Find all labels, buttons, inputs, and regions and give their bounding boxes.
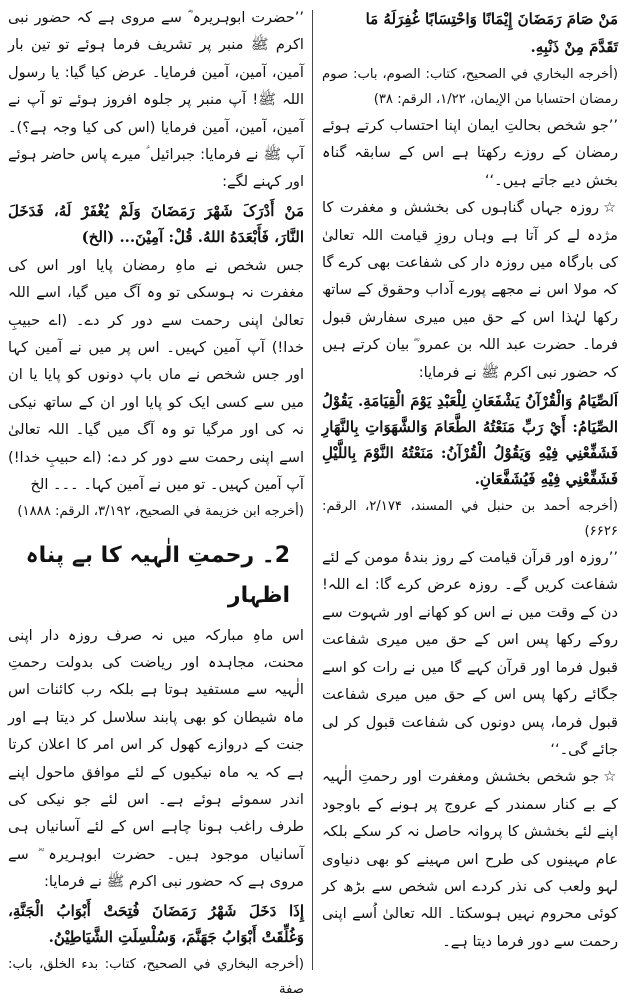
reference-1: (أخرجه البخاري في الصحيح، كتاب: الصوم، باب: صوم رمضان احتسابا من الإيمان، ۱/۲۲، الرقم: ۳۸) <box>322 67 618 107</box>
paragraph-intercession <box>322 194 618 386</box>
paragraph-mercy <box>322 763 618 955</box>
reference-2: (أخرجه أحمد بن حنبل في المسند، ۲/۱۷۴، الرقم: ۶۶۲۶) <box>322 499 618 540</box>
translation-2: ’’روزہ اور قرآن قیامت کے روز بندۂ مومن کے لئے شفاعت کریں گے۔ روزہ عرض کرے گا: اے اللہ! دن کے وقت میں نے اس کو کھانے اور شہوت سے روکے رکھا پس اس کے حق میں میری شفاعت قبول فرما اور قرآن کہے گا میں نے رات کو اسے جگائے رکھا پس اس کے حق میں میری شفاعت قبول فرما، پس دونوں کی شفاعت قبول کر لی جائے گی۔‘‘ <box>322 549 618 758</box>
left-column <box>8 4 304 1002</box>
arabic-hadith-1-line-1: مَنْ صَامَ رَمَضَانَ إِيْمَانًا وَاحْتِسَابًا غُفِرَلَهُ مَا <box>365 10 618 28</box>
section-heading: 2۔ رحمتِ الٰہیہ کا بے پناہ اظہار <box>25 542 290 608</box>
paragraph-abu-huraira: ’’حضرت ابوہریرہ ؓ سے مروی ہے کہ حضور نبی اکرم ﷺ منبر پر تشریف فرما ہوئے تو تین بار آمین، آمین، آمین فرمایا۔ عرض کیا گیا: یا رسول اللہ ﷺ! آپ منبر پر جلوہ افروز ہوئے تو آپ نے آمین، آمین، آمین فرمایا (اس کی کیا وجہ ہے؟)۔ آپ ﷺ نے فرمایا: جبرائیل ؑ میرے پاس حاضر ہوئے اور کہنے لگے: <box>8 9 304 191</box>
arabic-hadith-3: مَنْ أَدْرَکَ شَهْرَ رَمَضَانَ وَلَمْ يُغْفَرْ لَهُ، فَدَخَلَ النَّارَ، فَأَبْعَدَهُ اللهُ. قُلْ: آمِيْنَ... (الخ) <box>8 201 304 246</box>
star-icon: ☆ <box>603 199 618 217</box>
paragraph-mercy-text: جو شخص بخشش ومغفرت اور رحمتِ الٰہیہ کے بے کنار سمندر کے عروج پر ہونے کے باوجود اپنے لئے بخشش کا پروانہ حاصل نہ کر سکے بلکہ عام مہینوں کی طرح اس مہینے کو بھی دنیاوی لہو ولعب کی نذر کردے اس شخص سے بڑھ کر کوئی محروم نہیں ہوسکتا۔ اللہ تعالیٰ اُسے اپنی رحمت سے دور فرما دیتا ہے۔ <box>322 768 618 950</box>
arabic-hadith-2: اَلصِّيَامُ وَالْقُرْآنُ يَشْفَعَانِ لِلْعَبْدِ يَوْمَ الْقِيَامَةِ. يَقُوْلُ الصِّيَامُ: أَيْ رَبِّ مَنَعْتُهُ الطَّعَامَ وَالشَّهَوَاتِ بِالنَّهَارِ فَشَفِّعْنِي فِيْهِ وَيَقُوْلُ الْقُرْآنُ: مَنَعْتُهُ النَّوْمَ بِاللَّيْلِ فَشَفِّعْنِي فِيْهِ فَيُشَفَّعَانِ. <box>322 392 618 489</box>
paragraph-ramadan: اس ماہِ مبارکہ میں نہ صرف روزہ دار اپنی محنت، مجاہدہ اور ریاضت کی بدولت رحمتِ الٰہیہ سے مستفید ہوتا ہے بلکہ رب کائنات اس ماہ شیطان کو بھی پابند سلاسل کر دیتا ہے اور جنت کے دروازے کھول کر اس امر کا اعلان کرتا ہے کہ یہ ماہ نیکیوں کے لئے موافق ماحول اپنے اندر سموئے ہوئے ہے۔ اس لئے جو نیکی کی طرف راغب ہونا چاہے اس کے لئے آسانیاں ہی آسانیاں موجود ہیں۔ حضرت ابوہریرہ ؓ سے مروی ہے کہ حضور نبی اکرم ﷺ نے فرمایا: <box>8 626 304 891</box>
star-icon: ☆ <box>603 768 618 786</box>
arabic-hadith-1-line-2: تَقَدَّمَ مِنْ ذَنْبِهِ. <box>530 38 618 56</box>
paragraph-intercession-text: روزہ جہاں گناہوں کی بخشش و مغفرت کا مژدہ لے کر آتا ہے وہاں روزِ قیامت اللہ تعالیٰ کی بارگاہ میں روزہ دار کی شفاعت بھی کرے گا کہ مولا اس نے مجھے پورے آداب وحقوق کے ساتھ رکھا لہٰذا اس کے حق میں میری سفارش قبول فرما۔ حضرت عبد اللہ بن عمرو ؓ بیان کرتے ہیں کہ حضور نبی اکرم ﷺ نے فرمایا: <box>322 199 618 381</box>
right-column <box>322 4 618 955</box>
reference-3: (أخرجه ابن خزيمة في الصحيح، ۳/۱۹۲، الرقم: ۱۸۸۸) <box>17 503 304 519</box>
translation-3: جس شخص نے ماہِ رمضان پایا اور اس کی مغفرت نہ ہوسکی تو وہ آگ میں گیا، اسے اللہ تعالیٰ اپنی رحمت سے دور کر دے۔ (اے حبیبِ خدا!) آپ آمین کہیں۔ اس پر میں نے آمین کہا اور جس شخص نے ماں باپ دونوں کو پایا یا ان میں سے کسی ایک کو پایا اور ان کے ساتھ نیکی نہ کی اور مرگیا تو وہ آگ میں گیا۔ اللہ تعالیٰ اسے اپنی رحمت سے دور کر دے: (اے حبیبِ خدا!) آپ آمین کہیں۔ تو میں نے آمین کہا۔ ۔۔۔ الخ <box>8 256 304 494</box>
column-divider <box>312 10 313 970</box>
translation-1: ’’جو شخص بحالتِ ایمان اپنا احتساب کرتے ہوئے رمضان کے روزے رکھتا ہے اس کے سابقہ گناہ بخش دیے جاتے ہیں۔‘‘ <box>322 117 618 189</box>
arabic-hadith-4: إِذَا دَخَلَ شَهْرُ رَمَضَانَ فُتِحَتْ أَبْوَابُ الْجَنَّةِ، وَغُلِّقَتْ أَبْوَابُ جَهَنَّمَ، وَسُلْسِلَتِ الشَّيَاطِيْنُ. <box>8 901 304 946</box>
reference-4: (أخرجه البخاري في الصحيح، كتاب: بدء الخلق، باب: صفة <box>8 956 304 997</box>
